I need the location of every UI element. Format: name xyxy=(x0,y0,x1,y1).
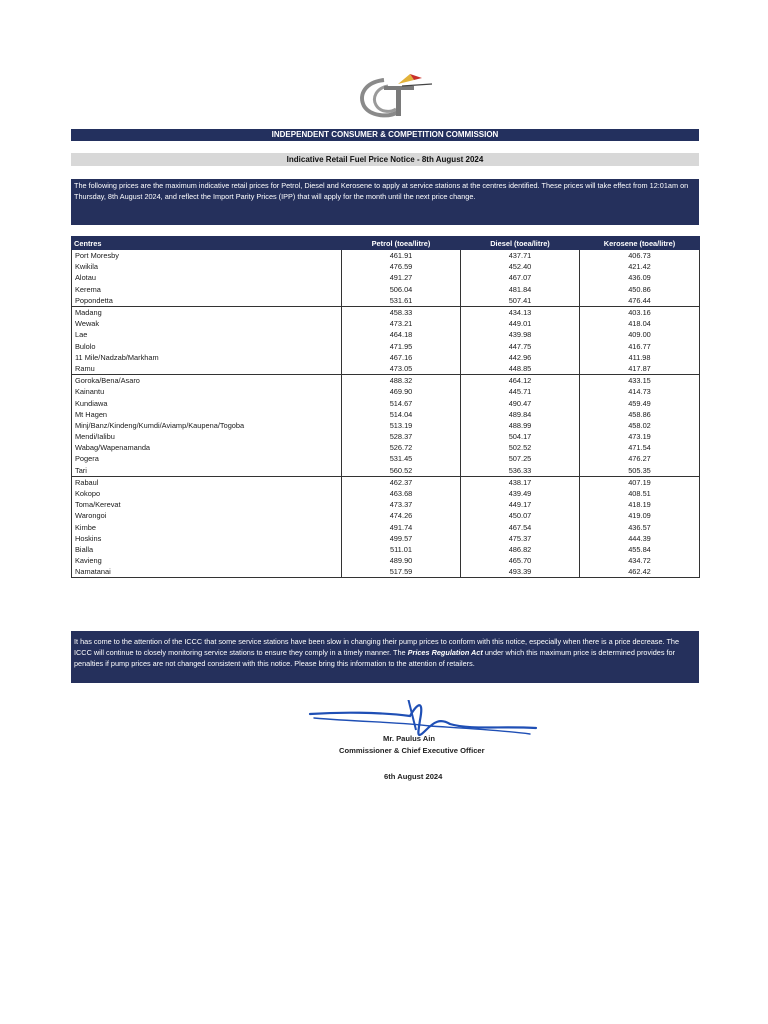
centre-name-cell: Port Moresby xyxy=(72,250,342,262)
diesel-price-cell: 507.41 xyxy=(461,295,580,307)
table-row xyxy=(72,295,700,307)
kerosene-price-cell: 505.35 xyxy=(580,465,700,477)
column-header-diesel: Diesel (toea/litre) xyxy=(461,237,580,250)
diesel-price-cell: 481.84 xyxy=(461,284,580,295)
signature-date: 6th August 2024 xyxy=(384,772,443,781)
table-row xyxy=(72,522,700,533)
petrol-price-cell: 464.18 xyxy=(342,329,461,340)
diesel-price-cell: 464.12 xyxy=(461,375,580,387)
centre-name-cell: Kundiawa xyxy=(72,397,342,408)
petrol-price-cell: 458.33 xyxy=(342,306,461,318)
centre-name-cell: Wewak xyxy=(72,318,342,329)
petrol-price-cell: 560.52 xyxy=(342,465,461,477)
table-row xyxy=(72,375,700,387)
centre-name-cell: Hoskins xyxy=(72,533,342,544)
centre-name-cell: Kwikila xyxy=(72,261,342,272)
table-row xyxy=(72,544,700,555)
kerosene-price-cell: 473.19 xyxy=(580,431,700,442)
intro-text: The following prices are the maximum indicative retail prices for Petrol, Diesel and Kerosene to apply at service stations at the centres identified. These prices will take effect from 12:01am on Thursday, 8th August 2024, and reflect the Import Parity Prices (IPP) that will apply for the month until the next price change. xyxy=(71,179,699,225)
centre-name-cell: Kavieng xyxy=(72,555,342,566)
kerosene-price-cell: 459.49 xyxy=(580,397,700,408)
centre-name-cell: Tari xyxy=(72,465,342,477)
petrol-price-cell: 513.19 xyxy=(342,420,461,431)
centre-name-cell: Goroka/Bena/Asaro xyxy=(72,375,342,387)
table-row xyxy=(72,499,700,510)
diesel-price-cell: 488.99 xyxy=(461,420,580,431)
diesel-price-cell: 467.54 xyxy=(461,522,580,533)
signatory-name: Mr. Paulus Ain xyxy=(383,734,436,743)
column-header-kerosene: Kerosene (toea/litre) xyxy=(580,237,700,250)
table-row xyxy=(72,318,700,329)
petrol-price-cell: 531.45 xyxy=(342,453,461,464)
diesel-price-cell: 475.37 xyxy=(461,533,580,544)
warning-text-before: It has come to the attention of the ICCC that some service stations have been slow in changing their pump prices to conform with this notice, especially when there is a price decrease. The ICCC will continue to closely monitoring service stations to ensure they comply in a timely manner. The xyxy=(74,637,680,657)
petrol-price-cell: 511.01 xyxy=(342,544,461,555)
centre-name-cell: Kainantu xyxy=(72,386,342,397)
kerosene-price-cell: 421.42 xyxy=(580,261,700,272)
table-row xyxy=(72,250,700,262)
column-header-centres: Centres xyxy=(72,237,342,250)
kerosene-price-cell: 433.15 xyxy=(580,375,700,387)
table-row xyxy=(72,306,700,318)
diesel-price-cell: 467.07 xyxy=(461,272,580,283)
centre-name-cell: Rabaul xyxy=(72,476,342,488)
table-row xyxy=(72,476,700,488)
diesel-price-cell: 439.98 xyxy=(461,329,580,340)
petrol-price-cell: 488.32 xyxy=(342,375,461,387)
kerosene-price-cell: 455.84 xyxy=(580,544,700,555)
kerosene-price-cell: 458.02 xyxy=(580,420,700,431)
kerosene-price-cell: 416.77 xyxy=(580,341,700,352)
kerosene-price-cell: 408.51 xyxy=(580,488,700,499)
centre-name-cell: Bulolo xyxy=(72,341,342,352)
petrol-price-cell: 471.95 xyxy=(342,341,461,352)
kerosene-price-cell: 418.19 xyxy=(580,499,700,510)
diesel-price-cell: 434.13 xyxy=(461,306,580,318)
table-row xyxy=(72,284,700,295)
centre-name-cell: Kerema xyxy=(72,284,342,295)
fuel-price-table xyxy=(71,236,700,578)
kerosene-price-cell: 411.98 xyxy=(580,352,700,363)
centre-name-cell: Ramu xyxy=(72,363,342,375)
table-row xyxy=(72,442,700,453)
petrol-price-cell: 491.74 xyxy=(342,522,461,533)
diesel-price-cell: 447.75 xyxy=(461,341,580,352)
centre-name-cell: Mendi/Ialibu xyxy=(72,431,342,442)
kerosene-price-cell: 407.19 xyxy=(580,476,700,488)
centre-name-cell: Warongoi xyxy=(72,510,342,521)
table-row xyxy=(72,533,700,544)
centre-name-cell: Bialla xyxy=(72,544,342,555)
centre-name-cell: Mt Hagen xyxy=(72,409,342,420)
petrol-price-cell: 476.59 xyxy=(342,261,461,272)
table-row xyxy=(72,465,700,477)
compliance-warning xyxy=(71,631,699,683)
table-row xyxy=(72,555,700,566)
centre-name-cell: Minj/Banz/Kindeng/Kumdi/Aviamp/Kaupena/Togoba xyxy=(72,420,342,431)
diesel-price-cell: 450.07 xyxy=(461,510,580,521)
kerosene-price-cell: 436.09 xyxy=(580,272,700,283)
organization-banner: INDEPENDENT CONSUMER & COMPETITION COMMISSION xyxy=(71,129,699,141)
petrol-price-cell: 489.90 xyxy=(342,555,461,566)
petrol-price-cell: 514.67 xyxy=(342,397,461,408)
diesel-price-cell: 452.40 xyxy=(461,261,580,272)
kerosene-price-cell: 414.73 xyxy=(580,386,700,397)
diesel-price-cell: 445.71 xyxy=(461,386,580,397)
kerosene-price-cell: 409.00 xyxy=(580,329,700,340)
petrol-price-cell: 469.90 xyxy=(342,386,461,397)
diesel-price-cell: 449.01 xyxy=(461,318,580,329)
petrol-price-cell: 528.37 xyxy=(342,431,461,442)
petrol-price-cell: 473.21 xyxy=(342,318,461,329)
petrol-price-cell: 491.27 xyxy=(342,272,461,283)
diesel-price-cell: 439.49 xyxy=(461,488,580,499)
petrol-price-cell: 461.91 xyxy=(342,250,461,262)
diesel-price-cell: 490.47 xyxy=(461,397,580,408)
petrol-price-cell: 467.16 xyxy=(342,352,461,363)
diesel-price-cell: 504.17 xyxy=(461,431,580,442)
petrol-price-cell: 517.59 xyxy=(342,566,461,578)
table-row xyxy=(72,272,700,283)
centre-name-cell: Kimbe xyxy=(72,522,342,533)
petrol-price-cell: 463.68 xyxy=(342,488,461,499)
petrol-price-cell: 514.04 xyxy=(342,409,461,420)
notice-title: Indicative Retail Fuel Price Notice - 8th August 2024 xyxy=(71,153,699,166)
diesel-price-cell: 437.71 xyxy=(461,250,580,262)
centre-name-cell: Pogera xyxy=(72,453,342,464)
kerosene-price-cell: 418.04 xyxy=(580,318,700,329)
diesel-price-cell: 502.52 xyxy=(461,442,580,453)
petrol-price-cell: 462.37 xyxy=(342,476,461,488)
centre-name-cell: 11 Mile/Nadzab/Markham xyxy=(72,352,342,363)
diesel-price-cell: 448.85 xyxy=(461,363,580,375)
petrol-price-cell: 531.61 xyxy=(342,295,461,307)
kerosene-price-cell: 462.42 xyxy=(580,566,700,578)
kerosene-price-cell: 406.73 xyxy=(580,250,700,262)
petrol-price-cell: 473.05 xyxy=(342,363,461,375)
kerosene-price-cell: 476.44 xyxy=(580,295,700,307)
diesel-price-cell: 442.96 xyxy=(461,352,580,363)
signatory-title: Commissioner & Chief Executive Officer xyxy=(339,746,485,755)
centre-name-cell: Alotau xyxy=(72,272,342,283)
petrol-price-cell: 499.57 xyxy=(342,533,461,544)
petrol-price-cell: 474.26 xyxy=(342,510,461,521)
petrol-price-cell: 473.37 xyxy=(342,499,461,510)
diesel-price-cell: 486.82 xyxy=(461,544,580,555)
kerosene-price-cell: 436.57 xyxy=(580,522,700,533)
centre-name-cell: Namatanai xyxy=(72,566,342,578)
diesel-price-cell: 493.39 xyxy=(461,566,580,578)
table-row xyxy=(72,488,700,499)
act-name: Prices Regulation Act xyxy=(407,648,483,657)
centre-name-cell: Kokopo xyxy=(72,488,342,499)
table-row xyxy=(72,386,700,397)
diesel-price-cell: 438.17 xyxy=(461,476,580,488)
kerosene-price-cell: 450.86 xyxy=(580,284,700,295)
table-row xyxy=(72,420,700,431)
centre-name-cell: Popondetta xyxy=(72,295,342,307)
table-row xyxy=(72,352,700,363)
kerosene-price-cell: 417.87 xyxy=(580,363,700,375)
centre-name-cell: Lae xyxy=(72,329,342,340)
kerosene-price-cell: 471.54 xyxy=(580,442,700,453)
kerosene-price-cell: 458.86 xyxy=(580,409,700,420)
diesel-price-cell: 465.70 xyxy=(461,555,580,566)
table-row xyxy=(72,453,700,464)
kerosene-price-cell: 476.27 xyxy=(580,453,700,464)
kerosene-price-cell: 419.09 xyxy=(580,510,700,521)
iccc-logo xyxy=(354,72,438,120)
table-row xyxy=(72,397,700,408)
diesel-price-cell: 489.84 xyxy=(461,409,580,420)
diesel-price-cell: 449.17 xyxy=(461,499,580,510)
table-row xyxy=(72,363,700,375)
table-body xyxy=(72,250,700,578)
table-header-row xyxy=(72,237,700,250)
kerosene-price-cell: 444.39 xyxy=(580,533,700,544)
table-row xyxy=(72,261,700,272)
table-row xyxy=(72,341,700,352)
table-row xyxy=(72,566,700,578)
table-row xyxy=(72,329,700,340)
centre-name-cell: Madang xyxy=(72,306,342,318)
kerosene-price-cell: 434.72 xyxy=(580,555,700,566)
table-row xyxy=(72,409,700,420)
centre-name-cell: Toma/Kerevat xyxy=(72,499,342,510)
petrol-price-cell: 526.72 xyxy=(342,442,461,453)
warning-text-after: under which this maximum price is determined provides for penalties if pump prices are not changed consistent with this notice. Please bring this information to the attention of retailers. xyxy=(74,648,676,668)
kerosene-price-cell: 403.16 xyxy=(580,306,700,318)
centre-name-cell: Wabag/Wapenamanda xyxy=(72,442,342,453)
column-header-petrol: Petrol (toea/litre) xyxy=(342,237,461,250)
petrol-price-cell: 506.04 xyxy=(342,284,461,295)
table-row xyxy=(72,431,700,442)
table-row xyxy=(72,510,700,521)
diesel-price-cell: 507.25 xyxy=(461,453,580,464)
diesel-price-cell: 536.33 xyxy=(461,465,580,477)
